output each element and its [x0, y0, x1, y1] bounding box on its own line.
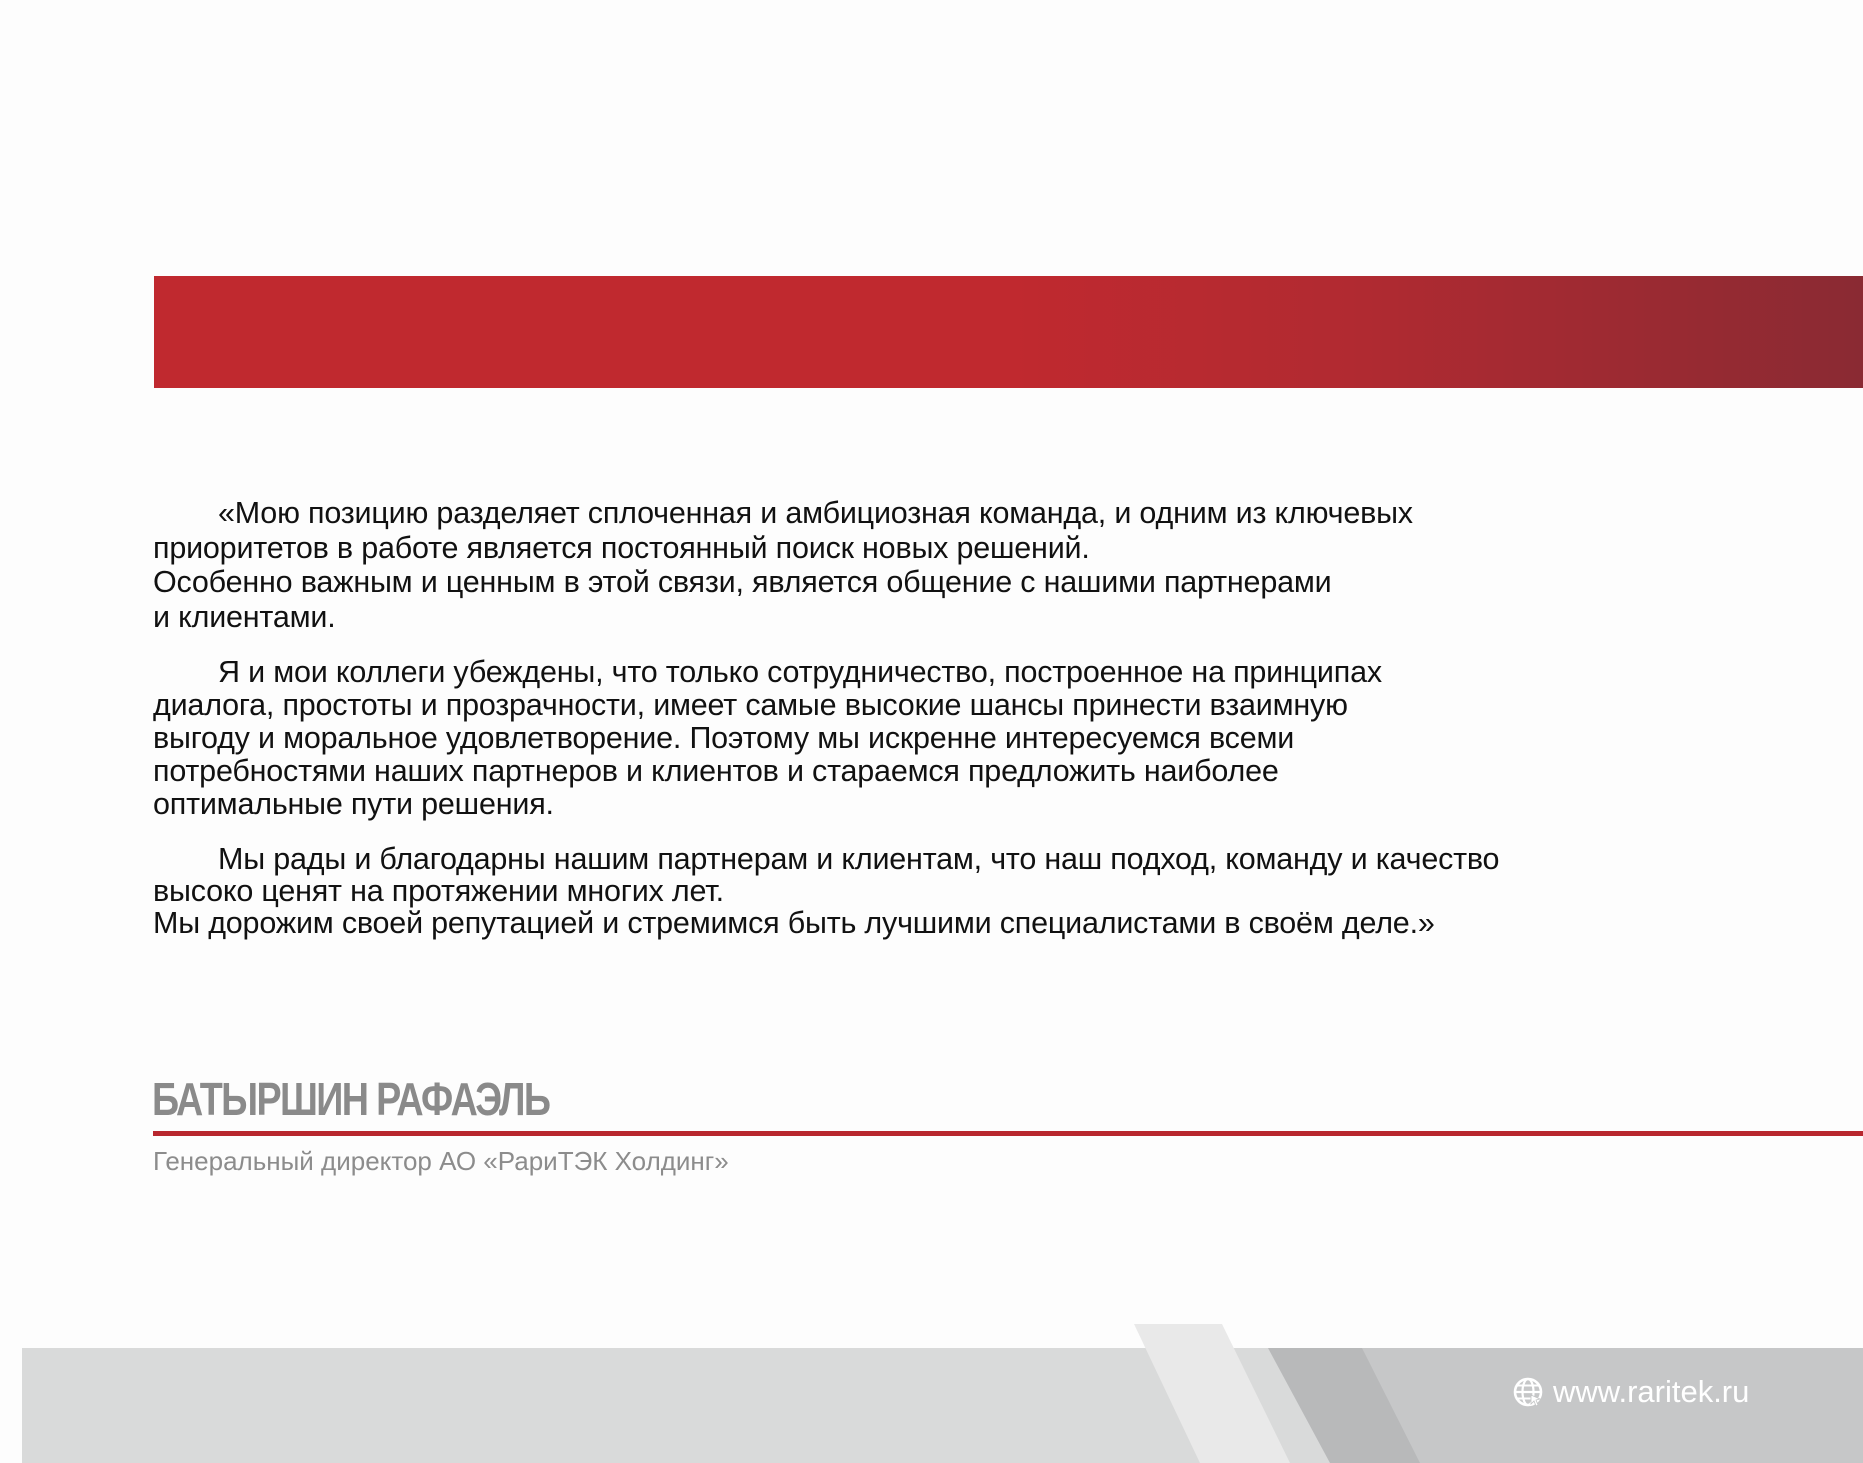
- quote-line: потребностями наших партнеров и клиентов и стараемся предложить наиболее: [153, 754, 1279, 788]
- quote-line: Особенно важным и ценным в этой связи, является общение с нашими партнерами: [153, 565, 1332, 599]
- quote-line: «Мою позицию разделяет сплоченная и амбициозная команда, и одним из ключевых: [218, 496, 1413, 530]
- author-title: Генеральный директор АО «РариТЭК Холдинг»: [153, 1146, 729, 1176]
- author-divider: [153, 1131, 1863, 1136]
- website-url[interactable]: www.raritek.ru: [1553, 1374, 1750, 1409]
- quote-paragraph: [153, 843, 1713, 939]
- website-link[interactable]: [1513, 1374, 1749, 1410]
- quote-line: оптимальные пути решения.: [153, 787, 554, 821]
- author-name: БАТЫРШИН РАФАЭЛЬ: [152, 1073, 550, 1125]
- quote-block: [153, 496, 1713, 961]
- quote-paragraph: [153, 656, 1713, 821]
- quote-line: Я и мои коллеги убеждены, что только сотрудничество, построенное на принципах: [218, 655, 1382, 689]
- quote-paragraph: [153, 496, 1713, 634]
- quote-line: диалога, простоты и прозрачности, имеет самые высокие шансы принести взаимную: [153, 688, 1348, 722]
- quote-line: выгоду и моральное удовлетворение. Поэтому мы искренне интересуемся всеми: [153, 721, 1295, 755]
- quote-line: и клиентами.: [153, 599, 336, 634]
- quote-line: Мы рады и благодарны нашим партнерам и клиентам, что наш подход, команду и качество: [218, 842, 1500, 876]
- header-banner: [154, 276, 1863, 388]
- globe-icon: [1513, 1377, 1543, 1407]
- quote-line: Мы дорожим своей репутацией и стремимся быть лучшими специалистами в своём деле.»: [153, 906, 1435, 940]
- quote-line: высоко ценят на протяжении многих лет.: [153, 874, 724, 908]
- quote-line: приоритетов в работе является постоянный поиск новых решений.: [153, 530, 1090, 565]
